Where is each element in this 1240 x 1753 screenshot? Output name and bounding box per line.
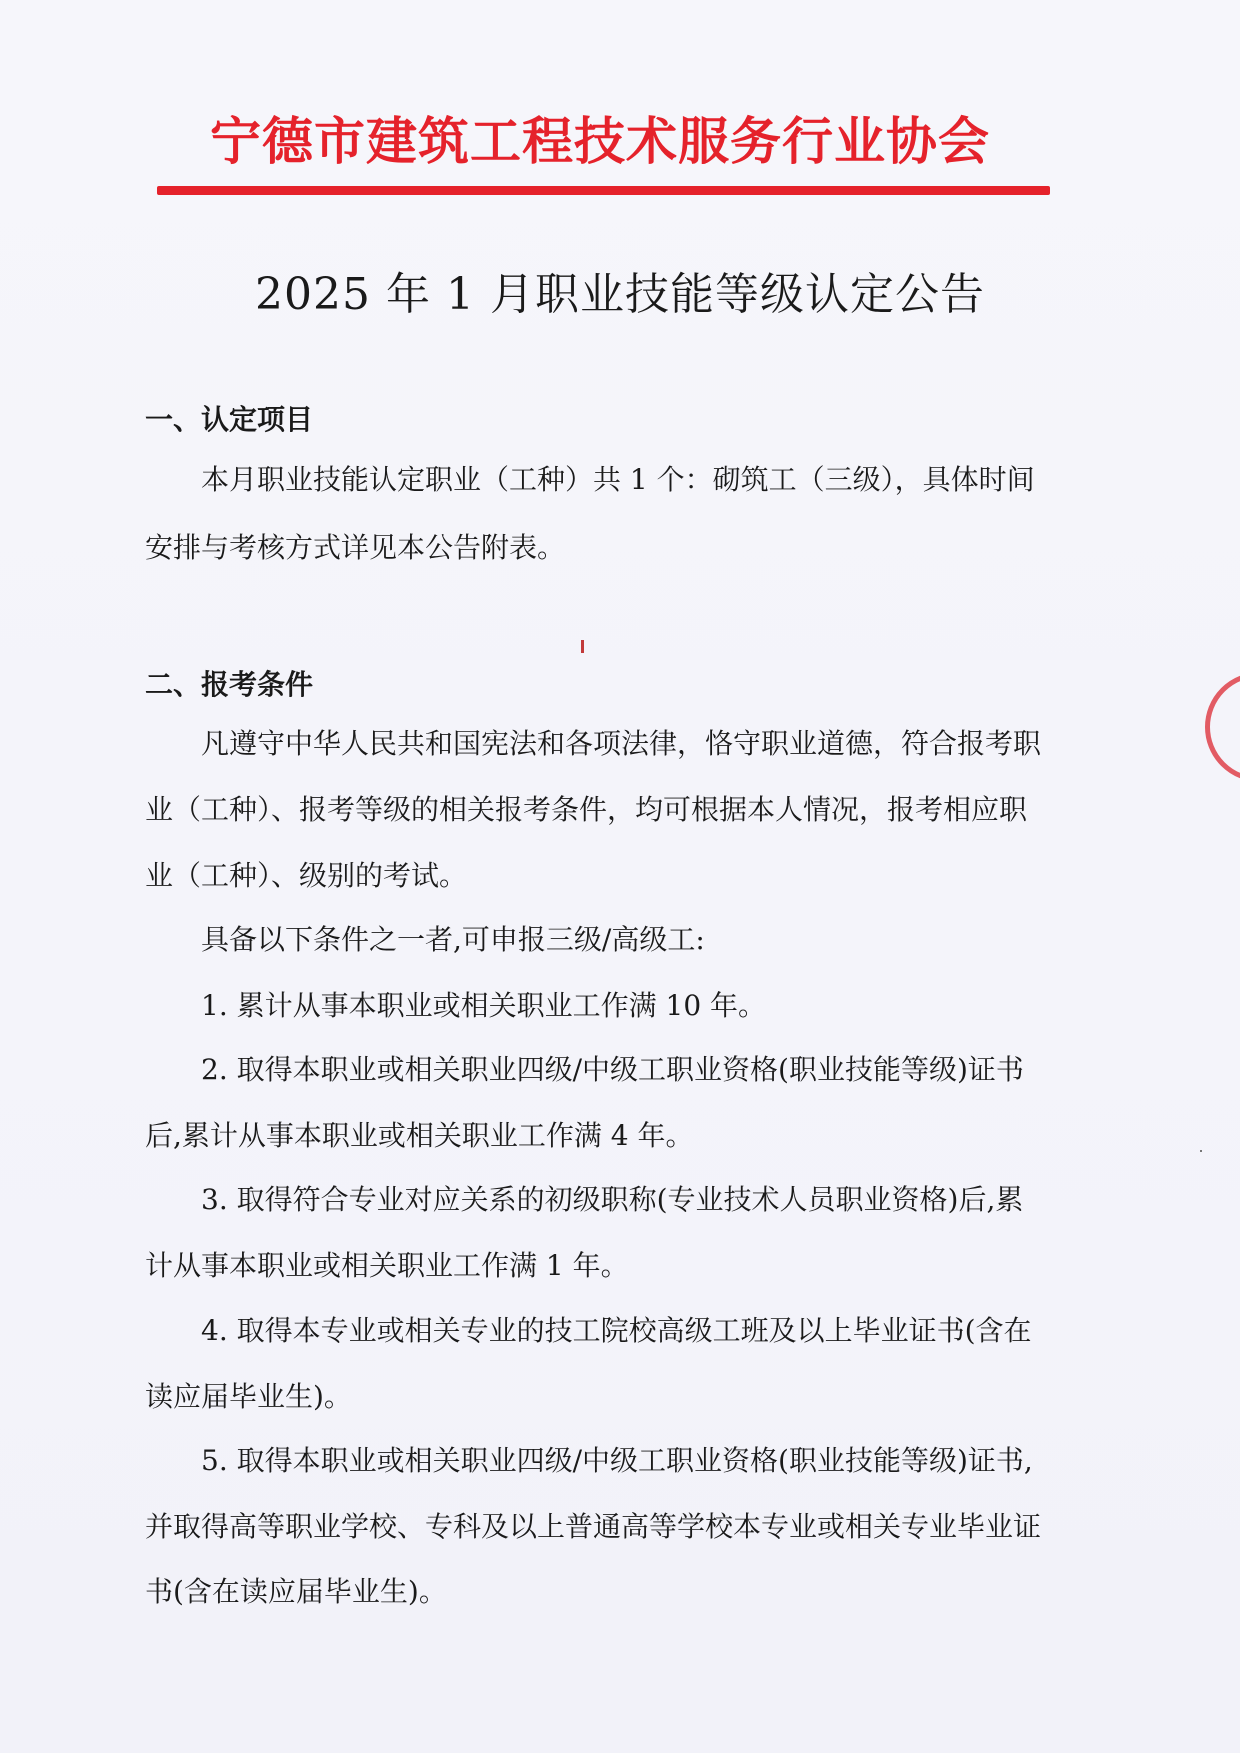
list-item-continuation: 并取得高等职业学校、专科及以上普通高等学校本专业或相关专业毕业证 bbox=[145, 1510, 1042, 1543]
official-seal-edge bbox=[1205, 672, 1240, 782]
list-item: 4. 取得本专业或相关专业的技工院校高级工班及以上毕业证书(含在 bbox=[201, 1314, 1032, 1347]
paragraph-line: 凡遵守中华人民共和国宪法和各项法律，恪守职业道德，符合报考职 bbox=[201, 727, 1042, 760]
section-heading-conditions: 二、报考条件 bbox=[145, 668, 314, 701]
list-item: 1. 累计从事本职业或相关职业工作满 10 年。 bbox=[201, 989, 767, 1022]
paragraph-line: 业（工种）、级别的考试。 bbox=[145, 859, 468, 892]
list-item: 5. 取得本职业或相关职业四级/中级工职业资格(职业技能等级)证书, bbox=[201, 1444, 1033, 1477]
scan-speck bbox=[581, 640, 584, 653]
paragraph-line: 本月职业技能认定职业（工种）共 1 个：砌筑工（三级），具体时间 bbox=[201, 463, 1035, 496]
list-item: 2. 取得本职业或相关职业四级/中级工职业资格(职业技能等级)证书 bbox=[201, 1053, 1024, 1086]
list-item-continuation: 后,累计从事本职业或相关职业工作满 4 年。 bbox=[145, 1119, 694, 1152]
paragraph-line: 业（工种）、报考等级的相关报考条件，均可根据本人情况，报考相应职 bbox=[145, 793, 1028, 826]
organization-letterhead: 宁德市建筑工程技术服务行业协会 bbox=[209, 113, 990, 172]
letterhead-red-rule bbox=[157, 186, 1050, 195]
paragraph-line: 具备以下条件之一者,可申报三级/高级工: bbox=[201, 923, 705, 956]
list-item: 3. 取得符合专业对应关系的初级职称(专业技术人员职业资格)后,累 bbox=[201, 1183, 1024, 1216]
notice-title: 2025 年 1 月职业技能等级认定公告 bbox=[255, 269, 985, 320]
paragraph-line: 安排与考核方式详见本公告附表。 bbox=[145, 531, 566, 564]
scan-dot bbox=[1200, 1150, 1202, 1152]
list-item-continuation: 书(含在读应届毕业生)。 bbox=[145, 1575, 447, 1608]
list-item-continuation: 读应届毕业生)。 bbox=[145, 1380, 352, 1413]
section-heading-project: 一、认定项目 bbox=[145, 403, 314, 436]
list-item-continuation: 计从事本职业或相关职业工作满 1 年。 bbox=[145, 1249, 629, 1282]
